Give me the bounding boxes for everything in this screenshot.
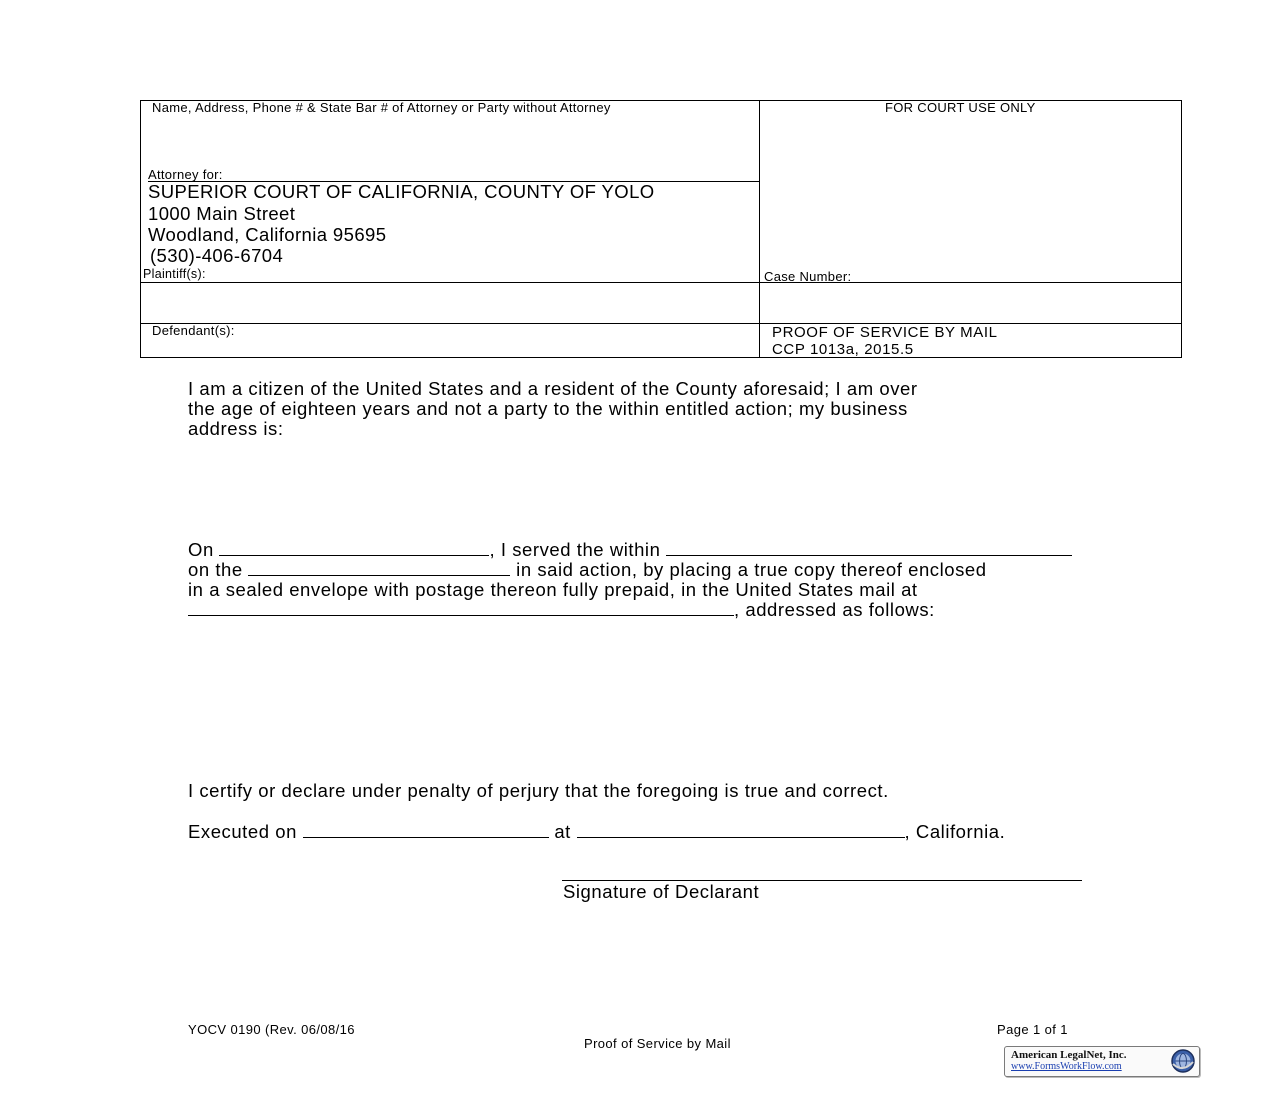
caption-divider-plaintiff	[140, 282, 1182, 283]
plaintiff-label: Plaintiff(s):	[143, 267, 206, 281]
signature-label: Signature of Declarant	[563, 881, 760, 902]
court-name: SUPERIOR COURT OF CALIFORNIA, COUNTY OF YOLO	[148, 181, 655, 202]
caption-border-right	[1181, 100, 1182, 358]
on-label: On	[188, 539, 214, 560]
caption-border-left	[140, 100, 141, 358]
page-number: Page 1 of 1	[997, 1022, 1068, 1037]
certify-statement: I certify or declare under penalty of perjury that the foregoing is true and correct.	[188, 780, 889, 801]
addressed-label: , addressed as follows:	[734, 599, 935, 620]
para1-line1: I am a citizen of the United States and a resident of the County aforesaid; I am over	[188, 378, 918, 399]
mail-location-blank[interactable]	[188, 600, 734, 616]
case-number-label: Case Number:	[764, 269, 852, 284]
form-title: PROOF OF SERVICE BY MAIL	[772, 324, 998, 341]
executed-on-label: Executed on	[188, 821, 297, 842]
para1-line2: the age of eighteen years and not a party to the within entitled action; my business	[188, 398, 908, 419]
para1-line3: address is:	[188, 418, 284, 439]
attorney-for-label: Attorney for:	[148, 167, 223, 182]
court-street: 1000 Main Street	[148, 203, 296, 224]
document-title-blank[interactable]	[666, 540, 1072, 556]
mail-location-line	[188, 600, 935, 620]
logo-url[interactable]: www.FormsWorkFlow.com	[1011, 1061, 1122, 1072]
form-id: YOCV 0190 (Rev. 06/08/16	[188, 1022, 355, 1037]
on-the-line	[188, 560, 987, 580]
caption-divider-vertical	[759, 100, 760, 358]
service-date-blank[interactable]	[219, 540, 489, 556]
footer-title: Proof of Service by Mail	[584, 1036, 731, 1051]
american-legalnet-logo[interactable]	[1004, 1046, 1200, 1077]
executed-line	[188, 822, 1005, 842]
defendant-label: Defendant(s):	[152, 323, 235, 338]
at-label: at	[554, 821, 571, 842]
court-phone: (530)-406-6704	[150, 245, 284, 266]
globe-icon	[1170, 1048, 1196, 1074]
on-the-label: on the	[188, 559, 243, 580]
served-label: , I served the within	[489, 539, 661, 560]
served-line	[188, 540, 1072, 560]
logo-company: American LegalNet, Inc.	[1011, 1049, 1127, 1061]
said-action-label: in said action, by placing a true copy thereof enclosed	[516, 559, 987, 580]
para2-line3: in a sealed envelope with postage thereon fully prepaid, in the United States mail at	[188, 579, 918, 600]
california-label: , California.	[904, 821, 1006, 842]
caption-border-bottom	[140, 357, 1182, 358]
party-served-blank[interactable]	[248, 560, 510, 576]
caption-divider-defendant	[140, 323, 1182, 324]
court-use-header: FOR COURT USE ONLY	[885, 100, 1036, 115]
attorney-header: Name, Address, Phone # & State Bar # of Attorney or Party without Attorney	[152, 100, 611, 115]
form-code: CCP 1013a, 2015.5	[772, 341, 914, 358]
court-city: Woodland, California 95695	[148, 224, 387, 245]
execution-city-blank[interactable]	[577, 822, 905, 838]
execution-date-blank[interactable]	[303, 822, 549, 838]
